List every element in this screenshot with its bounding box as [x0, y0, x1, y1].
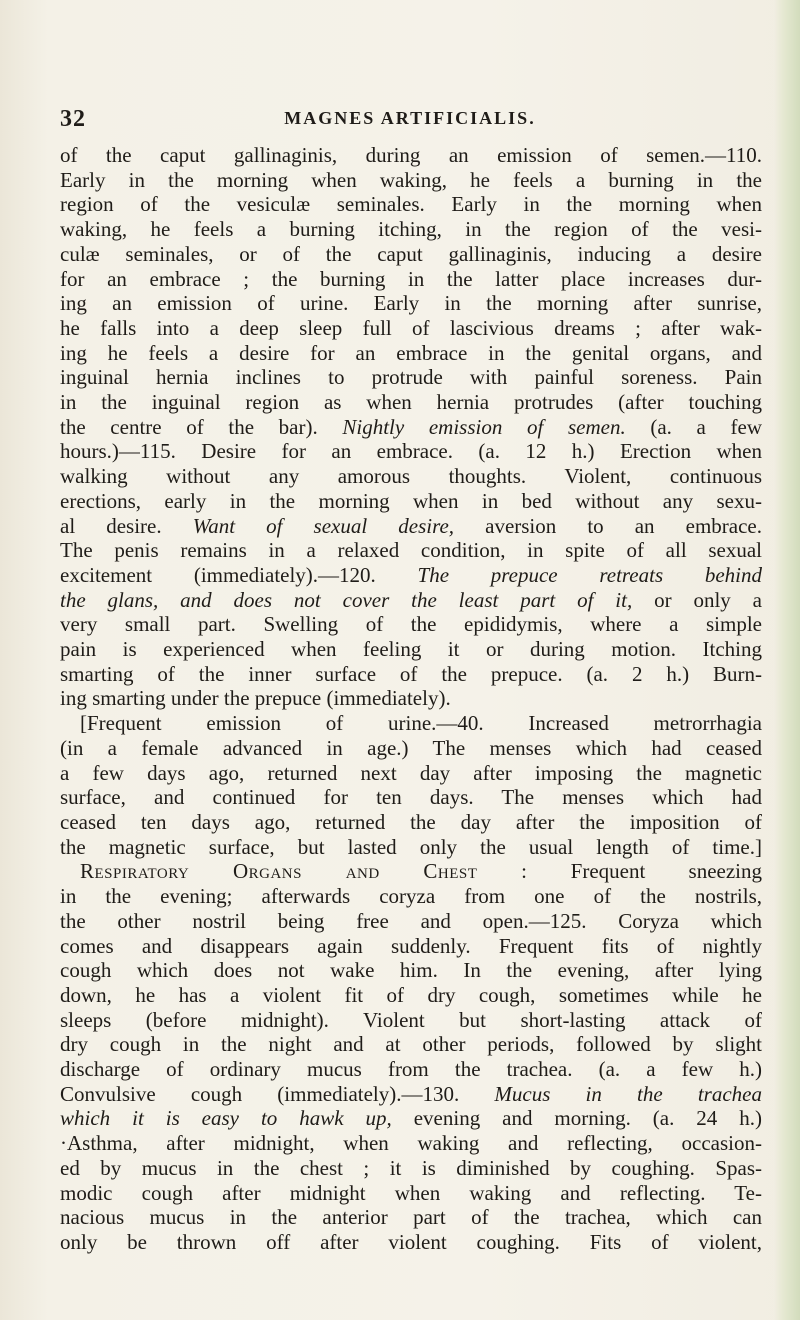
italic-text: The prepuce retreats behind [417, 562, 763, 587]
italic-text: Nightly emission of semen. [342, 414, 626, 439]
text-line [60, 489, 762, 514]
text-run: he falls into a deep sleep full of lascivious dreams ; after wak- [60, 315, 762, 340]
text-line [60, 1205, 762, 1230]
text-line [60, 1156, 762, 1181]
text-run: in the evening; afterwards coryza from one of the nostrils, [60, 884, 762, 909]
text-line [60, 1230, 762, 1255]
running-title: MAGNES ARTIFICIALIS. [284, 108, 536, 128]
text-run: culæ seminales, or of the caput gallinaginis, inducing a desire [60, 241, 762, 266]
text-run: ing an emission of urine. Early in the morning after sunrise, [60, 291, 762, 316]
text-line [60, 637, 762, 662]
text-run: of the caput gallinaginis, during an emission of semen.—110. [60, 143, 762, 167]
text-run: down, he has a violent fit of dry cough, sometimes while he [60, 982, 762, 1007]
text-run: The penis remains in a relaxed condition, in spite of all sexual [60, 538, 762, 563]
text-run: hours.)—115. Desire for an embrace. (a. 12 h.) Erection when [60, 439, 762, 464]
page-header [60, 106, 760, 136]
text-line [60, 1008, 762, 1033]
text-line [60, 168, 762, 193]
text-line [60, 1082, 762, 1107]
text-line [60, 192, 762, 217]
text-run: in the inguinal region as when hernia protrudes (after touching [60, 390, 762, 415]
text-line [60, 538, 762, 563]
text-line [60, 390, 762, 415]
text-line [60, 341, 762, 366]
text-run: excitement (immediately).—120. [60, 562, 418, 587]
text-run: al desire. [60, 513, 193, 538]
text-line [60, 217, 762, 242]
italic-text: the glans, and does not cover the least part of it, [60, 587, 633, 612]
text-line [60, 464, 762, 489]
text-line [60, 736, 762, 761]
text-run: the magnetic surface, but lasted only the usual length of time.] [60, 834, 762, 859]
text-line [60, 958, 762, 983]
text-run: the other nostril being free and open.—125. Coryza which [60, 908, 762, 933]
text-line [60, 785, 762, 810]
text-line [60, 1106, 762, 1131]
text-run: ·Asthma, after midnight, when waking and reflecting, occasion- [60, 1131, 762, 1156]
text-run: nacious mucus in the anterior part of the trachea, which can [60, 1205, 762, 1230]
text-run: aversion to an embrace. [454, 513, 762, 538]
text-line [60, 563, 762, 588]
text-line [60, 267, 762, 292]
text-line [60, 1181, 762, 1206]
text-run: cough which does not wake him. In the evening, after lying [60, 958, 762, 983]
text-run: very small part. Swelling of the epididymis, where a simple [60, 612, 762, 637]
text-line [60, 242, 762, 267]
text-run: Early in the morning when waking, he feels a burning in the [60, 167, 762, 192]
text-run: (in a female advanced in age.) The menses which had ceased [60, 735, 762, 760]
italic-text: Mucus in the trachea [494, 1081, 762, 1106]
text-run: a few days ago, returned next day after imposing the magnetic [60, 760, 762, 785]
text-line [60, 514, 762, 539]
text-run: [Frequent emission of urine.—40. Increased metrorrhagia [80, 711, 762, 736]
page-number: 32 [60, 106, 86, 132]
text-line [60, 143, 762, 168]
text-line [60, 934, 762, 959]
text-line [60, 859, 762, 884]
text-run: inguinal hernia inclines to protrude with painful soreness. Pain [60, 365, 762, 390]
italic-text: Want of sexual desire, [192, 513, 455, 538]
body-text [60, 143, 762, 1255]
text-line [60, 1057, 762, 1082]
text-run: smarting of the inner surface of the prepuce. (a. 2 h.) Burn- [60, 661, 762, 686]
text-run: modic cough after midnight when waking and reflecting. Te- [60, 1180, 762, 1205]
section-heading: Respiratory Organs and Chest : [80, 859, 528, 884]
text-run: evening and morning. (a. 24 h.) [391, 1106, 762, 1131]
italic-text: which it is easy to hawk up, [60, 1106, 392, 1131]
text-run: ing smarting under the prepuce (immediately). [60, 686, 451, 711]
text-run: ed by mucus in the chest ; it is diminished by coughing. Spas- [60, 1155, 762, 1180]
text-line [60, 439, 762, 464]
text-run: or only a [632, 587, 762, 612]
text-run: only be thrown off after violent coughing. Fits of violent, [60, 1229, 762, 1254]
text-run: ceased ten days ago, returned the day after the imposition of [60, 809, 762, 834]
text-line [60, 588, 762, 613]
text-run: surface, and continued for ten days. The menses which had [60, 785, 762, 810]
text-run: Convulsive cough (immediately).—130. [60, 1081, 495, 1106]
text-run: the centre of the bar). [60, 414, 343, 439]
text-line [60, 909, 762, 934]
text-run: walking without any amorous thoughts. Violent, continuous [60, 464, 762, 489]
text-line [60, 662, 762, 687]
text-run: Frequent sneezing [527, 859, 762, 884]
text-line [60, 761, 762, 786]
text-run: discharge of ordinary mucus from the trachea. (a. a few h.) [60, 1057, 762, 1082]
text-line [60, 983, 762, 1008]
text-line [60, 835, 762, 860]
text-line [60, 1032, 762, 1057]
text-run: region of the vesiculæ seminales. Early in the morning when [60, 192, 762, 217]
text-run: waking, he feels a burning itching, in the region of the vesi- [60, 217, 762, 242]
text-run: comes and disappears again suddenly. Frequent fits of nightly [60, 933, 762, 958]
text-line [60, 711, 762, 736]
text-line [60, 810, 762, 835]
text-line [60, 686, 762, 711]
text-line [60, 316, 762, 341]
text-line [60, 884, 762, 909]
text-line [60, 612, 762, 637]
text-run: (a. a few [625, 414, 762, 439]
text-run: pain is experienced when feeling it or during motion. Itching [60, 637, 762, 662]
text-line [60, 291, 762, 316]
page-edge-shadow [774, 0, 800, 1320]
text-line [60, 365, 762, 390]
text-run: sleeps (before midnight). Violent but short-lasting attack of [60, 1007, 762, 1032]
text-run: ing he feels a desire for an embrace in the genital organs, and [60, 340, 762, 365]
text-run: dry cough in the night and at other periods, followed by slight [60, 1032, 762, 1057]
text-line [60, 415, 762, 440]
text-run: for an embrace ; the burning in the latter place increases dur- [60, 266, 762, 291]
text-line [60, 1131, 762, 1156]
text-run: erections, early in the morning when in bed without any sexu- [60, 488, 762, 513]
